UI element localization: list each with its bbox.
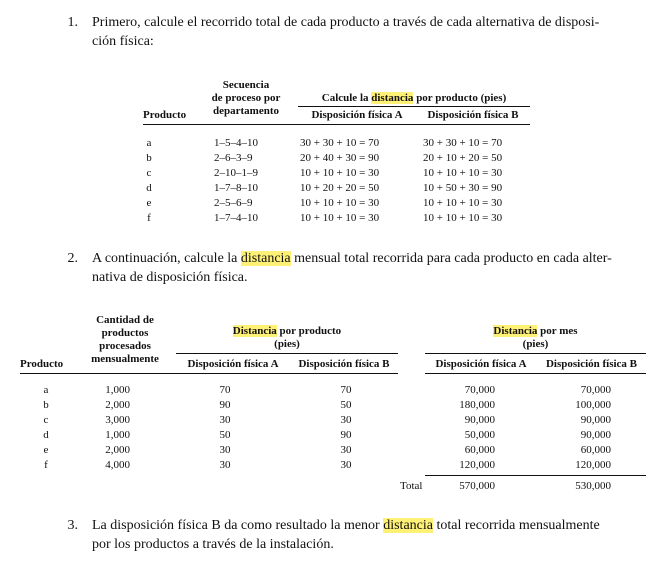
item-2-number: 2. — [67, 251, 78, 266]
table-row: d 1–7–8–10 10 + 20 + 20 = 50 10 + 50 + 30 = 90 — [146, 182, 503, 194]
table1-header-secuencia: Secuencia de proceso por departamento — [211, 79, 281, 117]
table-row: c 2–10–1–9 10 + 10 + 10 = 30 10 + 10 + 10 = 30 — [146, 167, 503, 179]
table-row: b 2–6–3–9 20 + 40 + 30 = 90 20 + 10 + 20 = 50 — [146, 152, 503, 164]
item-3-number: 3. — [67, 518, 78, 533]
table2-header-b: Disposición física B — [298, 358, 390, 370]
table1-header-producto: Producto — [143, 109, 187, 121]
table2-header-a2: Disposición física A — [435, 358, 527, 370]
item-1-line-1: Primero, calcule el recorrido total de cada producto a través de cada alternativa de disposi- — [92, 15, 600, 30]
item-3-line-1: La disposición física B da como resultado la menor distancia total recorrida mensualmente — [92, 518, 600, 533]
table2-header-b2: Disposición física B — [545, 358, 638, 370]
table-row: d 1,000 50 90 50,000 90,000 — [43, 429, 611, 441]
table-row: b 2,000 90 50 180,000 100,000 — [43, 399, 611, 411]
table1-group-header: Calcule la distancia por producto (pies) — [321, 92, 507, 104]
table2-total-a: 570,000 — [459, 480, 495, 492]
table2-total-label: Total — [400, 480, 423, 492]
table2-header-producto: Producto — [20, 358, 64, 370]
table-row: f 4,000 30 30 120,000 120,000 — [44, 459, 611, 471]
table2-group2-unit: (pies) — [522, 338, 549, 350]
table1-body — [143, 137, 530, 227]
table2-group2-header: Distancia por mes — [493, 325, 578, 337]
table-row: e 2,000 30 30 60,000 60,000 — [43, 444, 611, 456]
table-row: c 3,000 30 30 90,000 90,000 — [43, 414, 611, 426]
item-2-line-1: A continuación, calcule la distancia mensual total recorrida para cada producto en cada alter- — [92, 251, 612, 266]
table1-header-a: Disposición física A — [311, 109, 403, 121]
item-1-line-2: ción física: — [92, 34, 154, 49]
item-1-number: 1. — [67, 15, 78, 30]
item-2-line-2: nativa de disposición física. — [92, 270, 248, 285]
table-row: f 1–7–4–10 10 + 10 + 10 = 30 10 + 10 + 10 = 30 — [147, 212, 503, 224]
table2-group1-header: Distancia por producto — [232, 325, 342, 337]
table-row: e 2–5–6–9 10 + 10 + 10 = 30 10 + 10 + 10 = 30 — [146, 197, 503, 209]
table2-group1-unit: (pies) — [274, 338, 300, 350]
table2-total-b: 530,000 — [575, 480, 611, 492]
table-row: a 1–5–4–10 30 + 30 + 10 = 70 30 + 30 + 10 = 70 — [146, 137, 503, 149]
table2-body — [20, 384, 646, 474]
item-3-line-2: por los productos a través de la instalación. — [92, 537, 334, 552]
table2-header-a: Disposición física A — [187, 358, 279, 370]
table1-header-b: Disposición física B — [427, 109, 519, 121]
table-row: a 1,000 70 70 70,000 70,000 — [43, 384, 611, 396]
table2-header-cantidad: Cantidad de productos procesados mensualmente — [91, 314, 159, 365]
